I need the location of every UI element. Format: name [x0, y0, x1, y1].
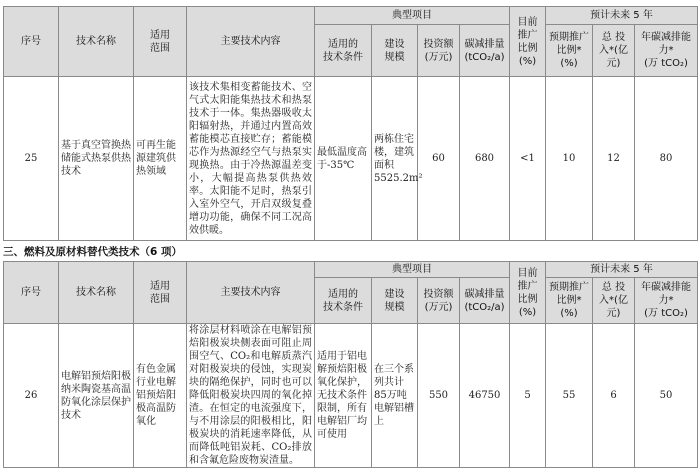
cell-forecast-ratio: 55: [546, 324, 593, 468]
header-annual-reduction: 年碳减排能 力* (万 tCO₂): [635, 25, 698, 77]
header-scope: 适用 范围: [134, 262, 187, 324]
header-scale: 建设 规模: [372, 25, 418, 77]
header-investment: 投资额 (万元): [418, 25, 460, 77]
cell-content: 该技术集相变蓄能技术、空气式太阳能集热技术和热泵技术于一体。集热器吸收太阳辐射热，并通过内置高效蓄能模芯直接贮存；蓄能模芯作为热源经空气与热泵实现换热。由于冷热源温差变小，大幅提高热泵供热效率。太阳能不足时，热泵引入室外空气，开启双级复叠增功功能，确保不同工况高效供暖。: [187, 77, 315, 241]
header-tech-name: 技术名称: [59, 7, 134, 77]
cell-investment: 550: [418, 324, 460, 468]
header-current-ratio: 目前 推广 比例 (%): [510, 262, 546, 324]
cell-current-ratio: 5: [510, 324, 546, 468]
cell-scope: 有色金属行业电解铝预焙阳极高温防氧化: [134, 324, 187, 468]
cell-reduction: 680: [460, 77, 510, 241]
header-tech-name: 技术名称: [59, 262, 134, 324]
header-total-investment: 总 投 入*(亿 元): [593, 25, 635, 77]
header-total-investment: 总 投 入*(亿 元): [593, 278, 635, 324]
header-forecast-ratio: 预期推广比例*(%): [546, 25, 593, 77]
header-seq: 序号: [4, 262, 59, 324]
cell-annual-reduction: 80: [635, 77, 698, 241]
header-conditions: 适用的 技术条件: [315, 25, 372, 77]
header-forecast-ratio: 预期推广比例*(%): [546, 278, 593, 324]
cell-seq: 26: [4, 324, 59, 468]
cell-scale: 两栋住宅楼，建筑面积5525.2m²: [372, 77, 418, 241]
header-scale: 建设 规模: [372, 278, 418, 324]
cell-investment: 60: [418, 77, 460, 241]
table-row: [4, 324, 698, 468]
header-scope: 适用 范围: [134, 7, 187, 77]
technology-table-2: [3, 261, 698, 468]
header-conditions: 适用的 技术条件: [315, 278, 372, 324]
header-content: 主要技术内容: [187, 7, 315, 77]
header-reduction: 碳减排量 (tCO₂/a): [460, 25, 510, 77]
cell-seq: 25: [4, 77, 59, 241]
header-typical-project: 典型项目: [315, 262, 510, 278]
cell-total-investment: 12: [593, 77, 635, 241]
cell-scale: 在三个系列共计85万吨电解铝槽上: [372, 324, 418, 468]
technology-table-1: [3, 6, 698, 241]
header-reduction: 碳减排量 (tCO₂/a): [460, 278, 510, 324]
cell-current-ratio: <1: [510, 77, 546, 241]
header-forecast: 预计未来 5 年: [546, 7, 698, 25]
cell-annual-reduction: 50: [635, 324, 698, 468]
cell-scope: 可再生能源建筑供热领域: [134, 77, 187, 241]
cell-tech-name: 基于真空管换热储能式热泵供热技术: [59, 77, 134, 241]
cell-reduction: 46750: [460, 324, 510, 468]
header-investment: 投资额 (万元): [418, 278, 460, 324]
section-title: 三、燃料及原材料替代类技术（6 项）: [3, 246, 182, 258]
cell-conditions: 适用于铝电解预焙阳极氧化保护，无技术条件限制，所有电解铝厂均可使用: [315, 324, 372, 468]
header-current-ratio: 目前 推广 比例 (%): [510, 7, 546, 77]
cell-tech-name: 电解铝预焙阳极纳米陶瓷基高温防氧化涂层保护技术: [59, 324, 134, 468]
cell-forecast-ratio: 10: [546, 77, 593, 241]
table-row: [4, 77, 698, 241]
cell-total-investment: 6: [593, 324, 635, 468]
header-content: 主要技术内容: [187, 262, 315, 324]
header-seq: 序号: [4, 7, 59, 77]
cell-conditions: 最低温度高于-35℃: [315, 77, 372, 241]
header-annual-reduction: 年碳减排能 力* (万 tCO₂): [635, 278, 698, 324]
header-typical-project: 典型项目: [315, 7, 510, 25]
header-forecast: 预计未来 5 年: [546, 262, 698, 278]
cell-content: 将涂层材料喷涂在电解铝预焙阳极炭块侧表面可阻止周围空气、CO₂和电解质蒸汽对阳极炭块的侵蚀，实现炭块的隔绝保护，同时也可以降低阳极炭块四周的氧化掉渣。在恒定的电流强度下，与不用涂层的阳极相比，阳极炭块的消耗速率降低，从而降低吨铝炭耗、CO₂排放和含氟危险废物炭渣量。: [187, 324, 315, 468]
